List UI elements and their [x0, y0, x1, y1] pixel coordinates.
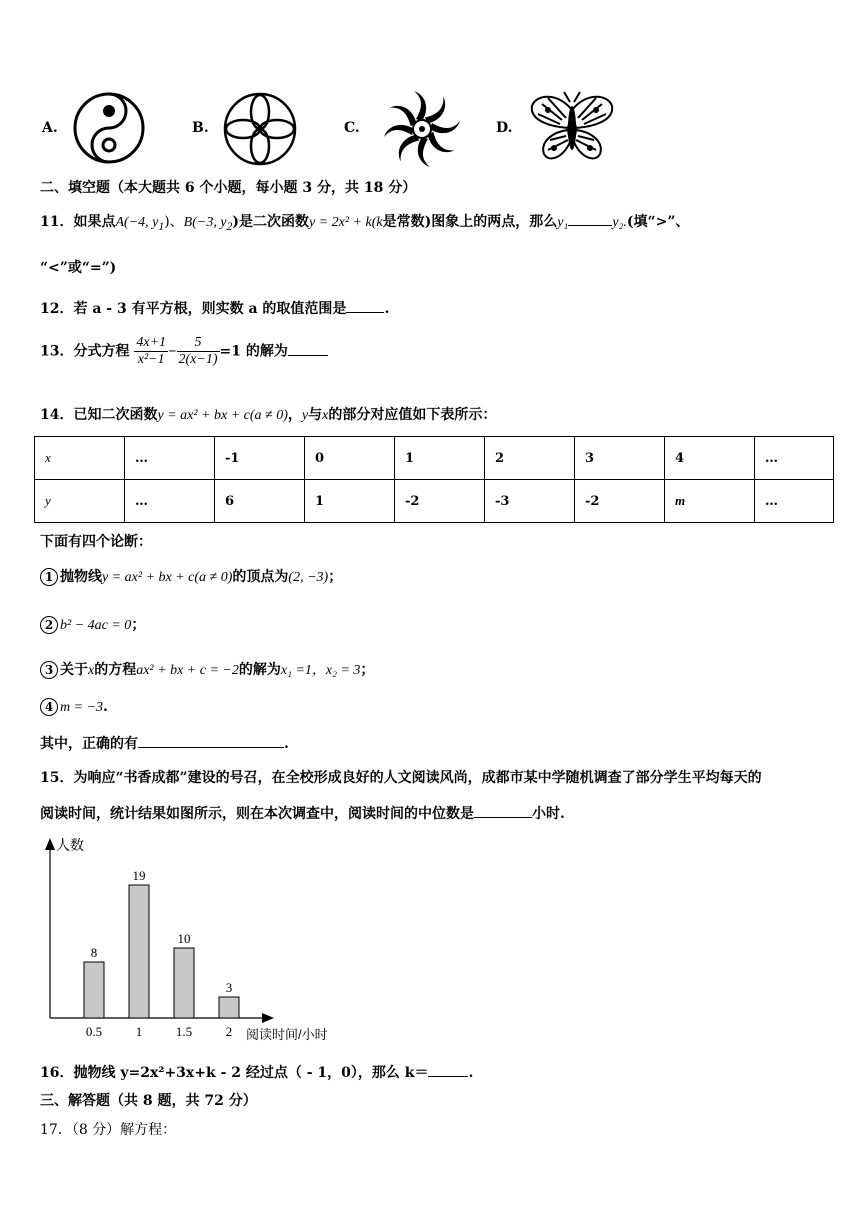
conclusion-end: . — [284, 736, 289, 752]
table-cell: x — [35, 437, 125, 480]
x-axis-label: 阅读时间/小时 — [246, 1027, 328, 1042]
q14-number: 14． — [40, 407, 74, 423]
question-16 — [40, 1062, 473, 1082]
q15-number: 15． — [40, 770, 74, 786]
section3-title: 三、解答题（共 8 题，共 72 分） — [40, 1093, 257, 1109]
table-row — [35, 480, 834, 523]
statement-3-x: x — [88, 663, 95, 678]
table-cell: 3 — [575, 437, 665, 480]
swirl-flower-picture — [374, 86, 470, 172]
q11-text-d: (填“>”、 — [626, 214, 690, 230]
butterfly-picture — [528, 90, 616, 166]
table-row — [35, 437, 834, 480]
statement-1-math: y = ax² + bx + c(a ≠ 0) — [102, 570, 233, 585]
statement-4-end: . — [103, 699, 108, 715]
y-axis-arrow — [45, 838, 55, 850]
option-c-label: C. — [344, 120, 360, 136]
statement-3-solution: x₁ =1，x₂ = 3 — [280, 663, 361, 678]
question-12 — [40, 298, 389, 318]
statement-3-math: ax² + bx + c = −2 — [136, 663, 239, 678]
question-15-line1 — [40, 767, 762, 787]
q11-answer-blank[interactable] — [568, 225, 612, 226]
q15-answer-blank[interactable] — [474, 817, 532, 818]
table-cell: 0 — [305, 437, 395, 480]
q13-frac1-numerator: 4x+1 — [136, 335, 167, 350]
bar — [129, 885, 149, 1018]
q11-separator: )、 — [164, 214, 184, 230]
q11-y1: y₁ — [557, 215, 569, 230]
table-cell: y — [35, 480, 125, 523]
q13-frac2-denominator: 2(x−1) — [178, 352, 218, 367]
q15-line1: 为响应“书香成都”建设的号召，在全校形成良好的人文阅读风尚，成都市某中学随机调查了部分学生平均每天的 — [73, 770, 762, 786]
q12-answer-blank[interactable] — [346, 312, 384, 313]
statement-1-marker: 1 — [40, 568, 58, 586]
statement-1-text-b: 的顶点为 — [232, 569, 289, 585]
statement-1-vertex: (2, −3) — [288, 570, 329, 585]
table-cell: -1 — [215, 437, 305, 480]
bar-value-label: 3 — [225, 980, 233, 995]
bar — [219, 997, 239, 1018]
table-cell: -2 — [575, 480, 665, 523]
q13-tail: =1 的解为 — [219, 343, 288, 360]
x-tick-label: 1.5 — [175, 1024, 193, 1039]
q14-statement-3 — [40, 659, 374, 679]
question-11 — [40, 211, 689, 233]
q11-point-b-sub: 2 — [226, 219, 233, 233]
q14-text-b: ， — [287, 407, 302, 423]
table-cell: m — [665, 480, 755, 523]
q16-end: . — [468, 1065, 474, 1081]
value-table — [34, 436, 834, 523]
bar-value-label: 19 — [132, 868, 146, 883]
x-tick-label: 2 — [225, 1024, 233, 1039]
bar-value-label: 10 — [177, 931, 191, 946]
q14-function: y = ax² + bx + c(a ≠ 0) — [157, 408, 288, 423]
q13-fraction-1 — [134, 335, 168, 368]
x-tick-label: 0.5 — [85, 1024, 103, 1039]
statement-3-end: ； — [360, 662, 375, 678]
q11-point-b: B(−3, y — [183, 215, 227, 230]
q11-function: y = 2x² + k(k — [308, 215, 383, 230]
q11-number: 11． — [40, 214, 74, 230]
q14-text-x: x — [322, 408, 329, 423]
q13-frac2-numerator: 5 — [177, 335, 220, 352]
statement-2-end: ； — [131, 617, 146, 633]
yin-yang-picture — [68, 88, 150, 168]
statement-1-text: 抛物线 — [60, 569, 102, 585]
table-cell: 6 — [215, 480, 305, 523]
table-cell: … — [125, 480, 215, 523]
q12-text: 若 a - 3 有平方根，则实数 a 的取值范围是 — [73, 301, 347, 317]
bar — [174, 948, 194, 1018]
y-axis-label: 人数 — [56, 837, 84, 853]
statement-4-math: m = −3 — [60, 700, 104, 715]
x-tick-label: 1 — [135, 1024, 143, 1039]
q13-frac1-denominator: x²−1 — [137, 352, 165, 367]
q14-intro: 下面有四个论断： — [40, 534, 152, 550]
option-b-label: B. — [192, 120, 209, 136]
table-cell: 4 — [665, 437, 755, 480]
statement-3-marker: 3 — [40, 661, 58, 679]
question-15-line2 — [40, 803, 565, 823]
q16-text: 抛物线 y=2x²+3x+k - 2 经过点（ - 1，0），那么 k＝ — [73, 1065, 429, 1081]
q14-answer-blank[interactable] — [138, 747, 284, 748]
statement-3-text-c: 的解为 — [238, 662, 281, 678]
q11-text-b: )是二次函数 — [232, 214, 309, 230]
q14-text-f: 的部分对应值如下表所示： — [328, 407, 497, 423]
q11-point-a-sub: 1 — [158, 219, 165, 233]
q16-answer-blank[interactable] — [428, 1076, 468, 1077]
q14-text-a: 已知二次函数 — [73, 407, 158, 423]
statement-3-text-b: 的方程 — [94, 662, 137, 678]
conclusion-text: 其中，正确的有 — [40, 736, 138, 752]
q14-statement-2 — [40, 614, 145, 634]
table-cell: … — [125, 437, 215, 480]
bar-value-label: 8 — [90, 945, 98, 960]
q11-y2: y₂. — [612, 215, 627, 230]
table-cell: -2 — [395, 480, 485, 523]
statement-2-marker: 2 — [40, 616, 58, 634]
question-14 — [40, 404, 496, 424]
bar — [84, 962, 104, 1018]
question-13 — [40, 335, 328, 368]
table-cell: -3 — [485, 480, 575, 523]
reading-time-bar-chart — [30, 830, 370, 1048]
option-d-label: D. — [496, 120, 513, 136]
q14-statement-1 — [40, 566, 342, 586]
statement-4-marker: 4 — [40, 698, 58, 716]
statement-3-text-a: 关于 — [60, 662, 88, 678]
question-17: 17．（8 分）解方程： — [40, 1122, 177, 1138]
statement-1-end: ； — [328, 569, 343, 585]
statement-2-math: b² − 4ac = 0 — [60, 618, 132, 633]
table-cell: 2 — [485, 437, 575, 480]
q11-point-a: A(−4, y — [115, 215, 159, 230]
table-cell: … — [755, 437, 834, 480]
q13-answer-blank[interactable] — [288, 355, 328, 356]
q15-line2-b: 小时. — [532, 806, 565, 822]
q14-text-d: 与 — [308, 407, 323, 423]
q13-minus: − — [168, 344, 177, 360]
table-cell: 1 — [305, 480, 395, 523]
q14-text-y: y — [301, 408, 309, 423]
q14-statement-4 — [40, 698, 108, 716]
option-a-label: A. — [42, 120, 58, 136]
section2-title: 二、填空题（本大题共 6 个小题，每小题 3 分，共 18 分） — [40, 180, 417, 196]
x-axis-arrow — [262, 1013, 274, 1023]
q13-text: 分式方程 — [73, 343, 130, 360]
q11-text-c: 是常数)图象上的两点，那么 — [382, 214, 558, 230]
q13-fraction-2 — [177, 335, 220, 368]
table-cell: 1 — [395, 437, 485, 480]
four-petal-picture — [218, 90, 302, 168]
q15-line2-a: 阅读时间，统计结果如图所示，则在本次调查中，阅读时间的中位数是 — [40, 806, 474, 822]
q11-text-a: 如果点 — [73, 214, 116, 230]
q12-end: . — [384, 301, 390, 317]
q16-number: 16． — [40, 1065, 74, 1081]
table-cell: … — [755, 480, 834, 523]
q11-line2: “<”或“=”) — [40, 260, 117, 276]
q12-number: 12． — [40, 301, 74, 317]
q13-number: 13． — [40, 343, 74, 360]
q14-conclusion — [40, 733, 289, 753]
